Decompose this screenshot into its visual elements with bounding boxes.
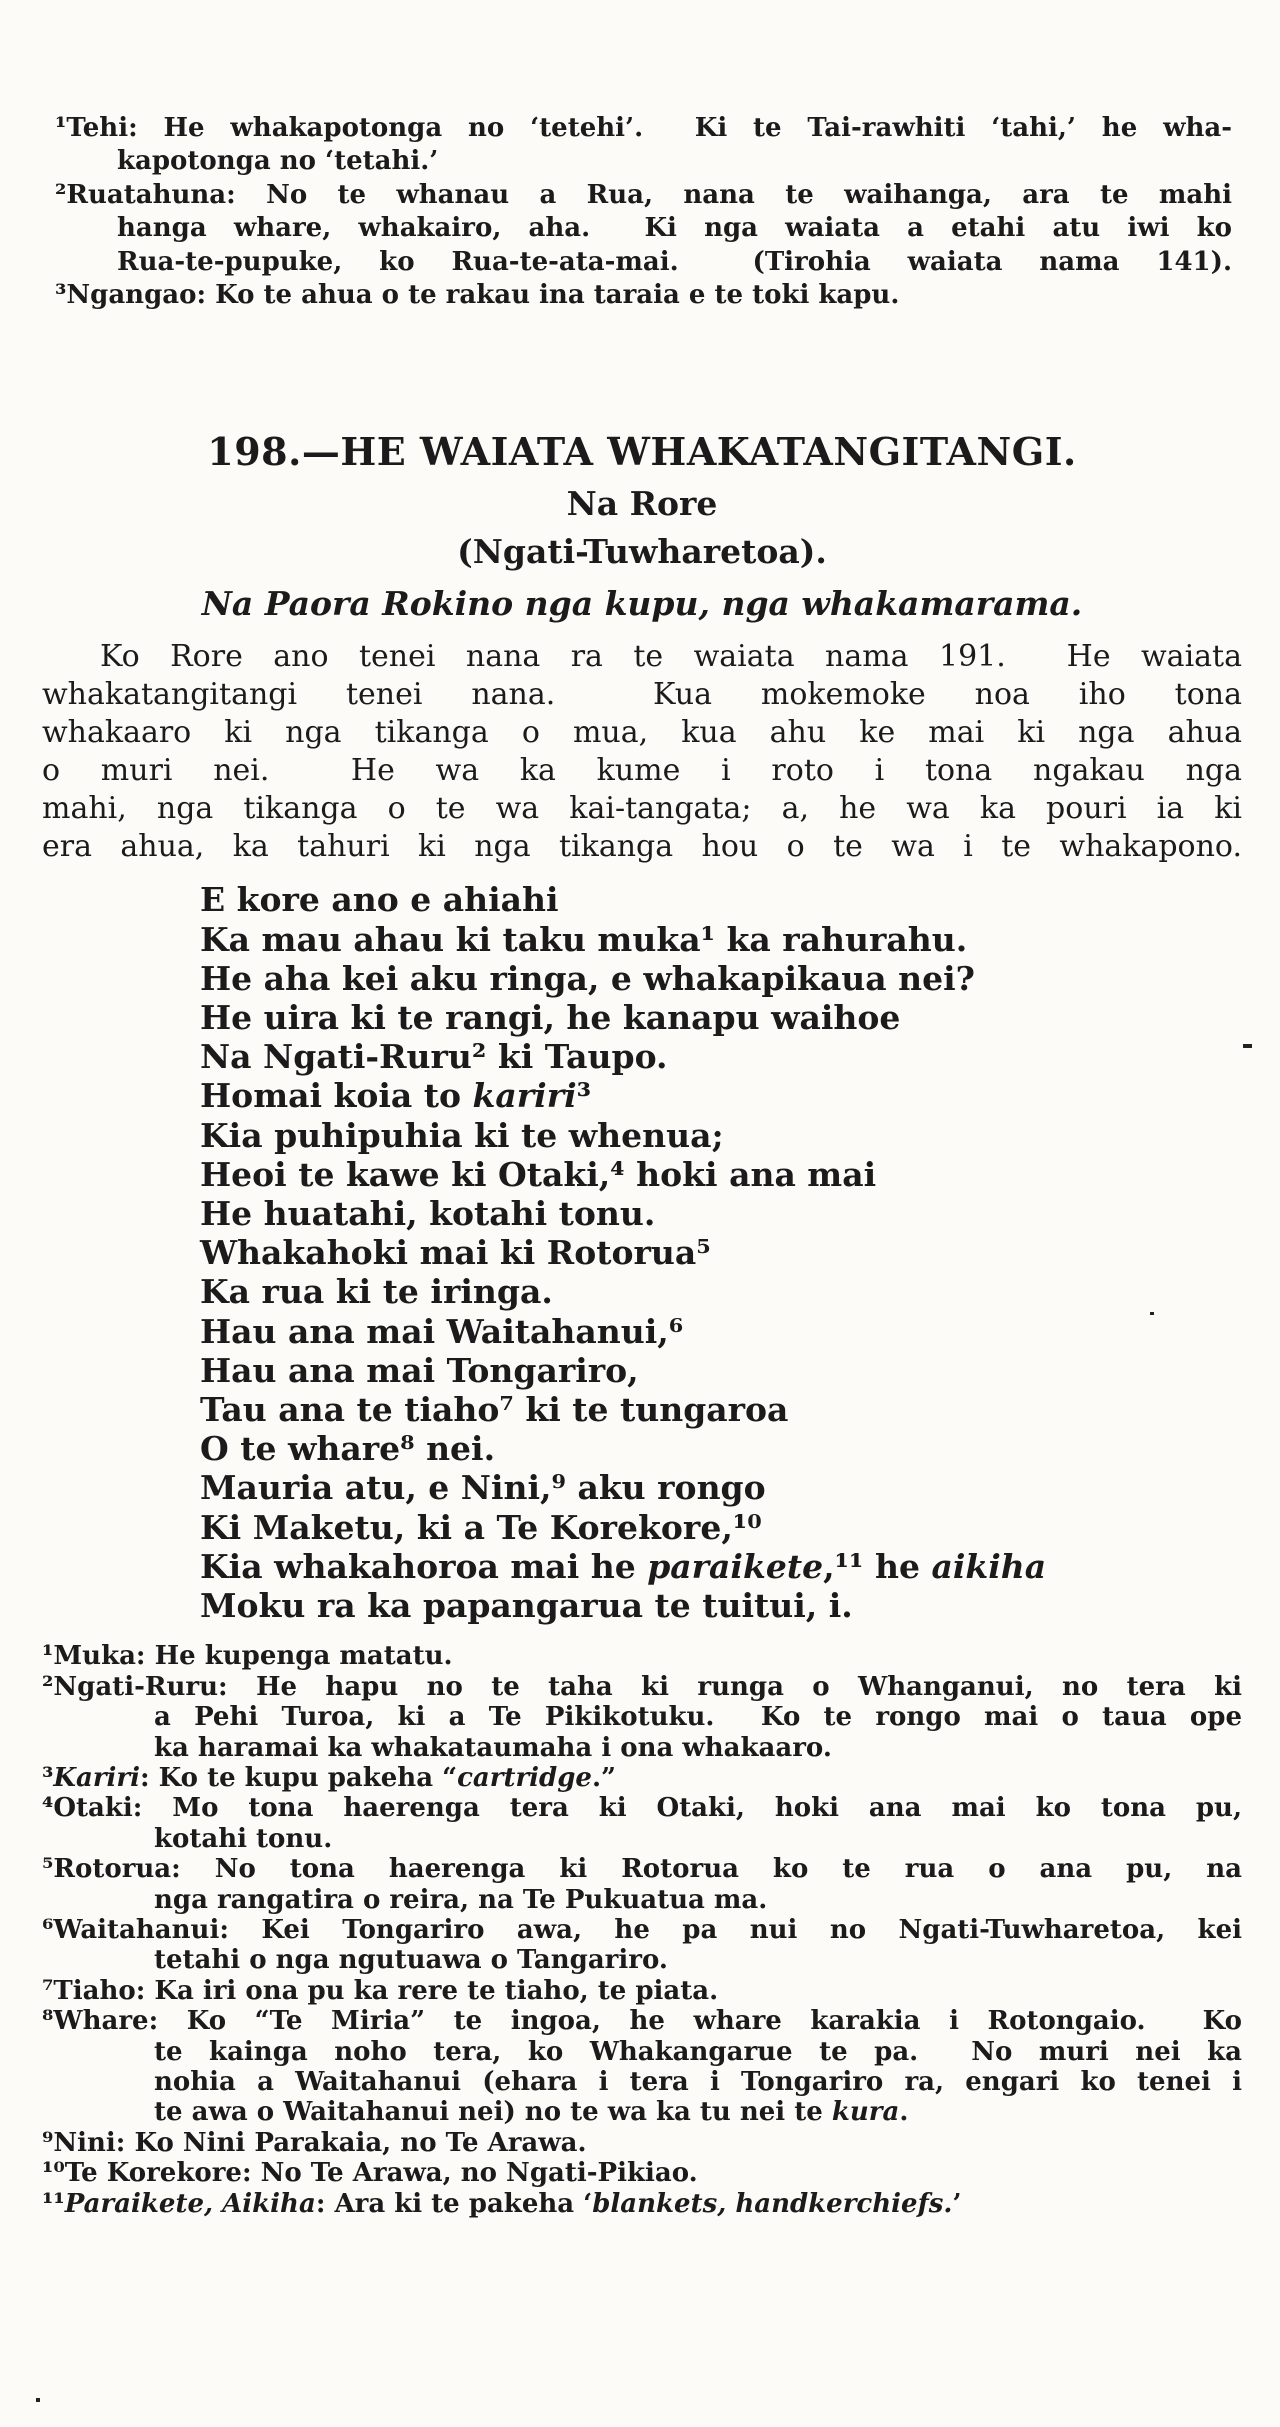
verse-line: Homai koia to kariri³ <box>200 1076 592 1116</box>
verse-line: He uira ki te rangi, he kanapu waihoe <box>200 998 901 1038</box>
footnote-line: ¹Muka: He kupenga matatu. <box>42 1641 453 1672</box>
verse-line: Heoi te kawe ki Otaki,⁴ hoki ana mai <box>200 1154 877 1194</box>
verse-line: Tau ana te tiaho⁷ ki te tungaroa <box>200 1390 789 1430</box>
top-footnote-line: hanga whare, whakairo, aha. Ki nga waiata a etahi atu iwi ko <box>117 213 1232 244</box>
top-footnote-line: Rua-te-pupuke, ko Rua-te-ata-mai. (Tirohia waiata nama 141). <box>117 246 1232 277</box>
scan-artifact <box>1243 1044 1252 1048</box>
footnote-line: te awa o Waitahanui nei) no te wa ka tu nei te kura. <box>154 2097 909 2128</box>
prose-line: whakatangitangi tenei nana. Kua mokemoke noa iho tona <box>42 677 1242 713</box>
footnote-line: ⁹Nini: Ko Nini Parakaia, no Te Arawa. <box>42 2127 587 2158</box>
waiata-tribe: (Ngati-Tuwharetoa). <box>457 532 827 572</box>
scan-artifact <box>36 2398 40 2402</box>
top-footnote-line: kapotonga no ‘tetahi.’ <box>117 146 439 177</box>
footnotes-section <box>42 1641 1242 2219</box>
verse-line: Hau ana mai Waitahanui,⁶ <box>200 1311 684 1351</box>
top-footnotes-section <box>55 0 1232 312</box>
footnote-line: ⁶Waitahanui: Kei Tongariro awa, he pa nui no Ngati-Tuwharetoa, kei <box>42 1914 1242 1945</box>
verse-line: He huatahi, kotahi tonu. <box>200 1194 656 1234</box>
verse-line: Moku ra ka papangarua te tuitui, i. <box>200 1586 853 1626</box>
verse-line: E kore ano e ahiahi <box>200 880 559 920</box>
prose-line: Ko Rore ano tenei nana ra te waiata nama 191. He waiata <box>100 639 1242 675</box>
footnote-line: ⁴Otaki: Mo tona haerenga tera ki Otaki, hoki ana mai ko tona pu, <box>42 1793 1242 1824</box>
waiata-title: 198.—HE WAIATA WHAKATANGITANGI. <box>207 429 1077 475</box>
verse-line: Ki Maketu, ki a Te Korekore,¹⁰ <box>200 1507 762 1547</box>
prose-line: whakaaro ki nga tikanga o mua, kua ahu ke mai ki nga ahua <box>42 715 1242 751</box>
verse-line: Kia whakahoroa mai he paraikete,¹¹ he aikiha <box>200 1546 1047 1586</box>
waiata-verse <box>200 880 1242 1625</box>
footnote-line: ³Kariri: Ko te kupu pakeha “cartridge.” <box>42 1762 616 1793</box>
footnote-line: ⁸Whare: Ko “Te Miria” te ingoa, he whare karakia i Rotongaio. Ko <box>42 2006 1242 2037</box>
verse-line: Kia puhipuhia ki te whenua; <box>200 1115 724 1155</box>
footnote-line: ka haramai ka whakataumaha i ona whakaaro. <box>154 1732 832 1763</box>
top-footnote-line: ¹Tehi: He whakapotonga no ‘tetehi’. Ki te Tai-rawhiti ‘tahi,’ he wha- <box>55 113 1232 143</box>
top-footnote-line: ²Ruatahuna: No te whanau a Rua, nana te waihanga, ara te mahi <box>55 179 1232 210</box>
footnote-line: ¹¹Paraikete, Aikiha: Ara ki te pakeha ‘blankets, handkerchiefs.’ <box>42 2188 962 2219</box>
verse-line: Na Ngati-Ruru² ki Taupo. <box>200 1037 668 1077</box>
footnote-line: kotahi tonu. <box>154 1823 333 1854</box>
waiata-attribution: Na Paora Rokino nga kupu, nga whakamarama. <box>201 584 1083 624</box>
top-footnote-line: ³Ngangao: Ko te ahua o te rakau ina taraia e te toki kapu. <box>55 280 900 311</box>
prose-line: era ahua, ka tahuri ki nga tikanga hou o te wa i te whakapono. <box>42 829 1242 865</box>
footnote-line: a Pehi Turoa, ki a Te Pikikotuku. Ko te rongo mai o taua ope <box>154 1702 1242 1733</box>
footnote-line: tetahi o nga ngutuawa o Tangariro. <box>154 1945 668 1976</box>
footnote-line: ⁷Tiaho: Ka iri ona pu ka rere te tiaho, te piata. <box>42 1975 719 2006</box>
waiata-author: Na Rore <box>566 484 718 524</box>
introduction-paragraph <box>42 638 1242 866</box>
scan-artifact <box>1150 1312 1154 1315</box>
verse-line: He aha kei aku ringa, e whakapikaua nei? <box>200 958 975 998</box>
verse-line: Hau ana mai Tongariro, <box>200 1350 639 1390</box>
prose-line: o muri nei. He wa ka kume i roto i tona ngakau nga <box>42 753 1242 789</box>
verse-line: Mauria atu, e Nini,⁹ aku rongo <box>200 1468 766 1508</box>
waiata-heading <box>42 430 1242 624</box>
footnote-line: ⁵Rotorua: No tona haerenga ki Rotorua ko te rua o ana pu, na <box>42 1854 1242 1885</box>
verse-line: Ka rua ki te iringa. <box>200 1272 553 1312</box>
verse-line: Whakahoki mai ki Rotorua⁵ <box>200 1233 711 1273</box>
footnote-line: nga rangatira o reira, na Te Pukuatua ma. <box>154 1884 768 1915</box>
footnote-line: te kainga noho tera, ko Whakangarue te pa. No muri nei ka <box>154 2036 1242 2067</box>
verse-line: O te whare⁸ nei. <box>200 1429 496 1469</box>
footnote-line: ²Ngati-Ruru: He hapu no te taha ki runga o Whanganui, no tera ki <box>42 1671 1242 1702</box>
verse-line: Ka mau ahau ki taku muka¹ ka rahurahu. <box>200 919 968 959</box>
footnote-line: nohia a Waitahanui (ehara i tera i Tongariro ra, engari ko tenei i <box>154 2066 1242 2097</box>
footnote-line: ¹⁰Te Korekore: No Te Arawa, no Ngati-Pikiao. <box>42 2158 698 2189</box>
prose-line: mahi, nga tikanga o te wa kai-tangata; a, he wa ka pouri ia ki <box>42 791 1242 827</box>
